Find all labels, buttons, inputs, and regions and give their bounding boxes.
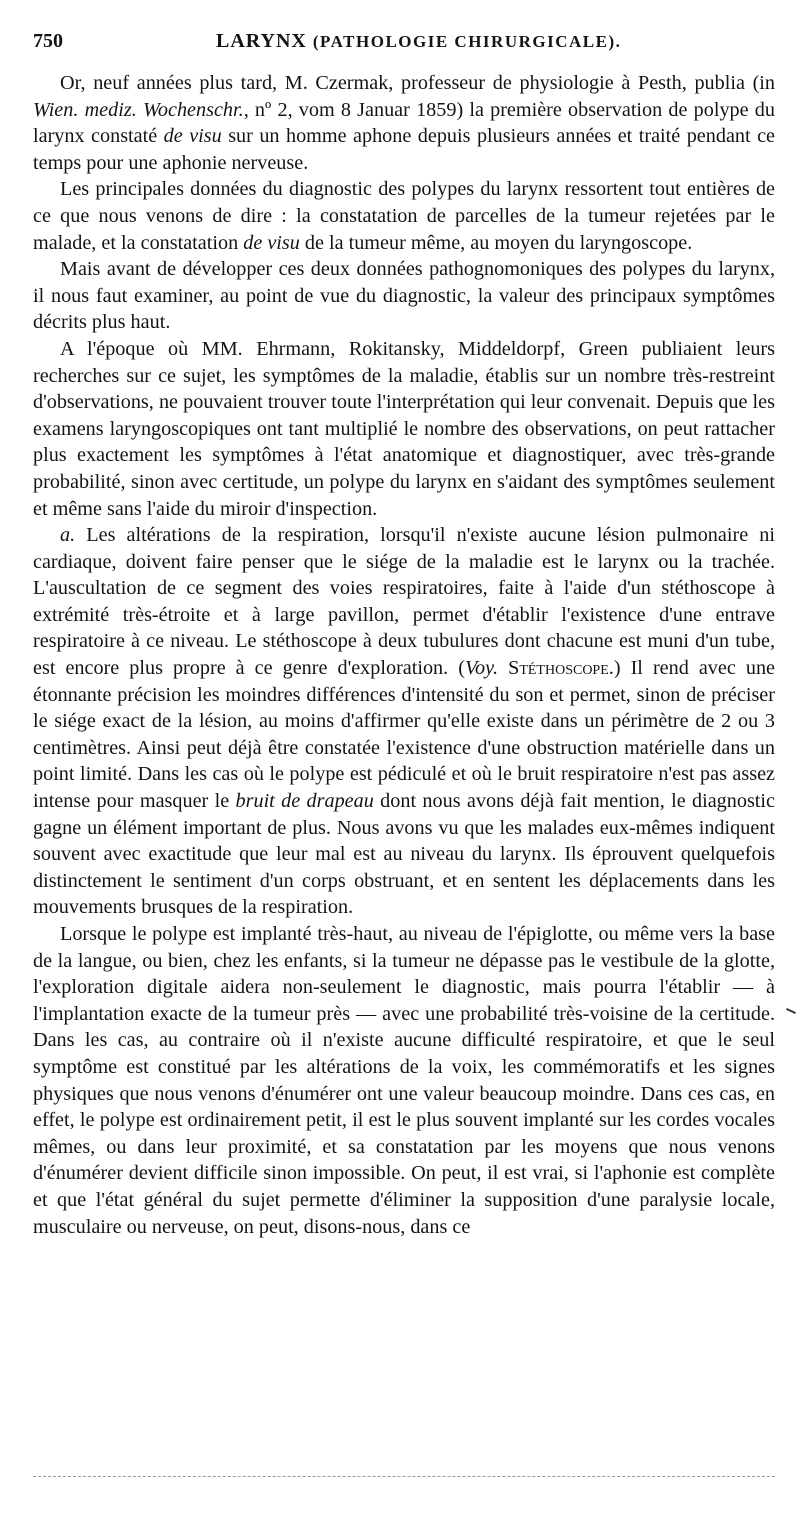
running-head [216,30,621,53]
text-run: Or, neuf années plus tard, M. Czermak, professeur de physiologie à Pesth, publia (in [60,72,775,94]
italic-run: a. [60,524,76,547]
small-caps-run: Stéthoscope. [508,657,614,680]
text-run: de la tumeur même, au moyen du laryngoscope. [299,231,693,254]
text-run: Les altérations de la respiration, lorsqu'il n'existe aucune lésion pulmonaire ni cardiaque, doivent faire penser que le siége de la maladie est le larynx ou la trachée. L'auscultation de ce segment des voies respiratoires, faite à l'aide d'un stéthoscope à extrémité très-étroite et à large pavillon, permet d'établir l'existence d'une entrave respiratoire à ce niveau. Le stéthoscope à deux tubulures dont chacune est muni d'un tube, est encore plus propre à ce genre d'exploration. ( [33,524,775,680]
text-run: A l'époque où MM. Ehrmann, Rokitansky, Middeldorpf, Green publiaient leurs recherches sur ce sujet, les symptômes de la maladie, établis sur un nombre très-restreint d'observations, ne pouvaient trouver toute l'interprétation qui leur convenait. Depuis que les examens laryngoscopiques ont tant multiplié le nombre des observations, on peut rattacher plus exactement les symptômes à l'état anatomique et diagnostiquer, avec très-grande probabilité, sinon avec certitude, un polype du larynx en s'aidant des symptômes seulement et même sans l'aide du miroir d'inspection. [33,337,775,520]
italic-run: de visu [243,231,300,254]
text-run: ) Il rend avec une étonnante précision les moindres différences d'intensité du son et permet, sinon de préciser le siége exact de la lésion, au moins d'affirmer qu'elle existe dans un périmètre de 2 ou 3 centimètres. Ainsi peut déjà être constatée l'existence d'une obstruction matérielle dans un point limité. Dans les cas où le polype est pédiculé et où le bruit respiratoire n'est pas assez intense pour masquer le [33,657,775,813]
paragraph-p4 [33,336,775,522]
text-run: Mais avant de développer ces deux données pathognomoniques des polypes du larynx, il nous faut examiner, au point de vue du diagnostic, la valeur des principaux symptômes décrits plus haut. [33,258,775,334]
text-run: , nº 2, vom 8 Januar 1859) la première observation de polype du larynx constaté [33,98,775,148]
margin-mark [786,1008,796,1014]
paragraph-p5 [33,522,775,921]
italic-run: bruit de drapeau [235,790,374,813]
text-run: sur un homme aphone depuis plusieurs années et traité pendant ce temps pour une aphonie nerveuse. [33,125,775,174]
paragraph-p6 [33,921,775,1240]
paragraph-p2 [33,176,775,256]
italic-run: de visu [163,125,222,148]
page-header [33,30,773,60]
body-text [33,70,775,1240]
running-head-subtitle: (PATHOLOGIE CHIRURGICALE). [312,32,622,51]
italic-run: Wien. mediz. Wochenschr. [33,98,244,121]
page-number: 750 [33,30,63,52]
paragraph-p3 [33,256,775,336]
text-run: Lorsque le polype est implanté très-haut, au niveau de l'épiglotte, ou même vers la base de la langue, ou bien, chez les enfants, si la tumeur ne dépasse pas le vestibule de la glotte, l'exploration digitale aidera non-seulement le diagnostic, mais pourra l'établir — à l'implantation exacte de la tumeur près — avec une probabilité très-voisine de la certitude. Dans les cas, au contraire où il n'existe aucune difficulté respiratoire, et que le seul symptôme est constitué par les altérations de la voix, les commémoratifs et les signes physiques que nous venons d'énumérer ont une valeur beaucoup moindre. Dans ces cas, en effet, le polype est ordinairement petit, il est le plus souvent implanté sur les cordes vocales mêmes, ou dans leur proximité, et sa constatation par les moyens que nous venons d'énumérer devient difficile sinon impossible. On peut, il est vrai, si l'aphonie est complète et que l'état général du sujet permette d'éliminer la supposition d'une paralysie locale, musculaire ou nerveuse, on peut, disons-nous, dans ce [33,923,775,1238]
italic-run: Voy. [464,657,499,680]
text-run: Les principales données du diagnostic des polypes du larynx ressortent tout entières de ce que nous venons de dire : la constatation de parcelles de la tumeur rejetées par le malade, et la constatation [33,178,775,254]
text-run: dont nous avons déjà fait mention, le diagnostic gagne un élément important de plus. Nous avons vu que les malades eux-mêmes indiquent souvent avec exactitude que leur mal est au niveau du larynx. Ils éprouvent quelquefois distinctement le sentiment d'un corps obstruant, et en sentent les déplacements dans les mouvements brusques de la respiration. [33,790,775,919]
footer-rule [33,1476,775,1477]
paragraph-p1 [33,70,775,176]
text-run [498,657,508,679]
running-head-title: LARYNX [216,30,307,52]
